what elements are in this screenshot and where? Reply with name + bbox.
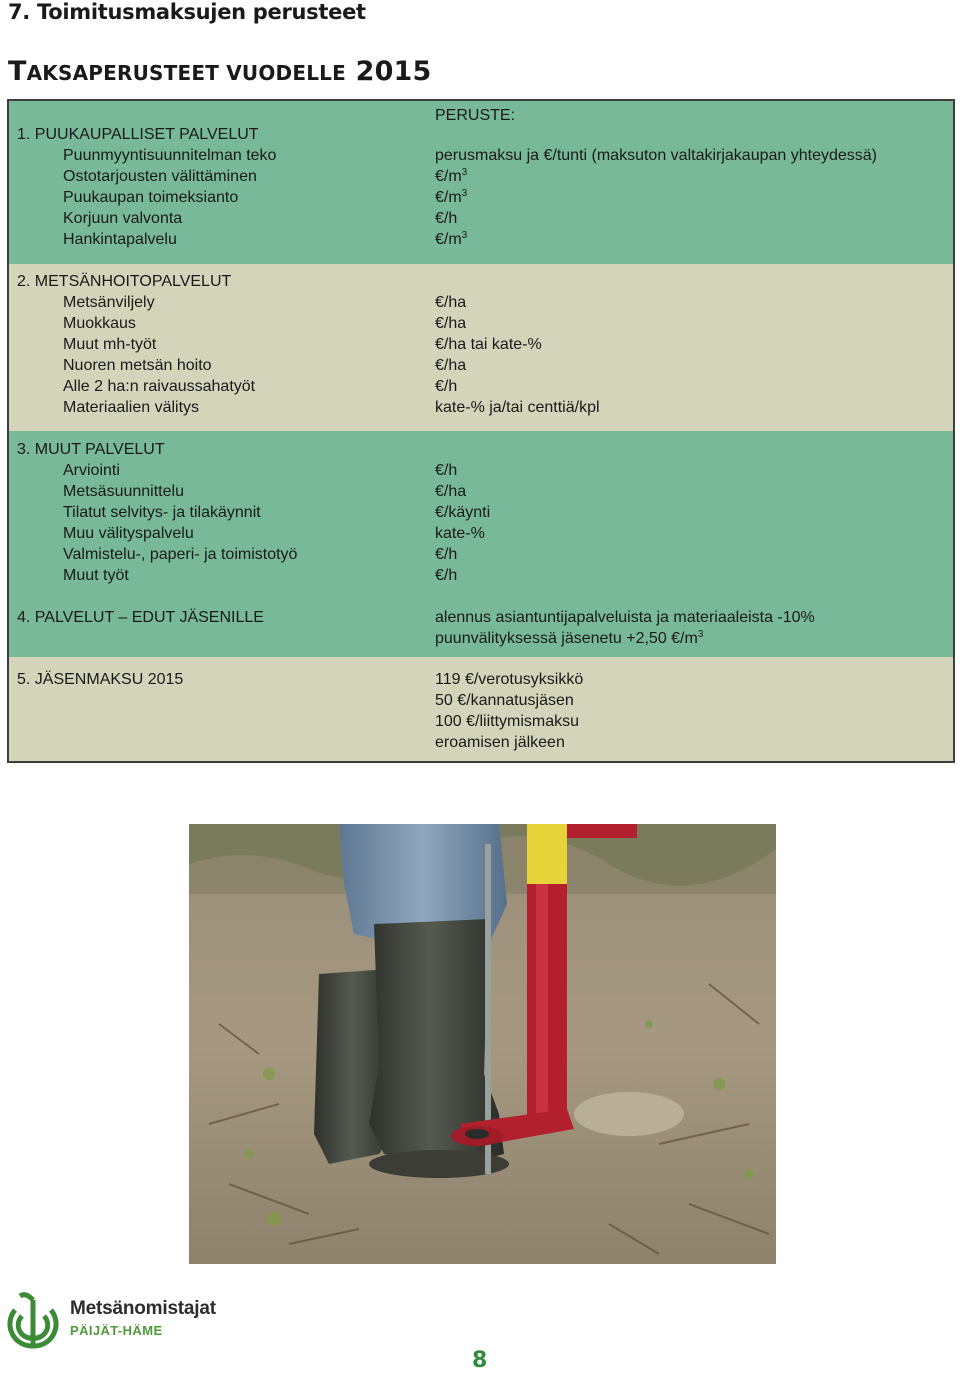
fee-line: 100 €/liittymismaksu xyxy=(435,713,580,730)
service-basis: €/h xyxy=(435,546,458,563)
benefit-line: puunvälityksessä jäsenetu +2,50 $€/m^3$ xyxy=(435,629,704,647)
page-title xyxy=(8,56,432,87)
service-label: Muut mh-työt xyxy=(63,336,157,353)
page-number: 8 xyxy=(472,1348,488,1373)
price-table xyxy=(7,99,955,763)
service-label: Alle 2 ha:n raivaussahatyöt xyxy=(63,378,256,395)
logo-name: Metsänomistajat xyxy=(70,1298,216,1319)
fee-line: eroamisen jälkeen xyxy=(435,734,565,751)
service-basis: €/h xyxy=(435,567,458,584)
column-header-basis: PERUSTE: xyxy=(435,107,516,124)
section-other-services xyxy=(9,431,953,657)
service-basis: $€/m^3$ xyxy=(435,188,468,206)
service-basis: €/h xyxy=(435,378,458,395)
service-label: Tilatut selvitys- ja tilakäynnit xyxy=(63,504,261,521)
service-label: Materiaalien välitys xyxy=(63,399,200,416)
section-heading: 1. PUUKAUPALLISET PALVELUT xyxy=(17,126,259,143)
service-label: Nuoren metsän hoito xyxy=(63,357,212,374)
planting-photo xyxy=(189,824,776,1264)
service-basis: €/h xyxy=(435,210,458,227)
service-label: Muu välityspalvelu xyxy=(63,525,194,542)
service-label: Valmistelu-, paperi- ja toimistotyö xyxy=(63,546,298,563)
logo-emblem-icon xyxy=(6,1290,60,1350)
service-basis: €/ha xyxy=(435,483,467,500)
service-basis: €/ha xyxy=(435,315,467,332)
fee-line: 50 €/kannatusjäsen xyxy=(435,692,574,709)
service-basis: €/käynti xyxy=(435,504,491,521)
service-basis: perusmaksu ja €/tunti (maksuton valtakirjakaupan yhteydessä) xyxy=(435,147,877,164)
page-title-small-caps: AKSAPERUSTEET VUODELLE xyxy=(26,61,346,85)
chapter-title: 7. Toimitusmaksujen perusteet xyxy=(8,0,366,24)
section-membership-fee xyxy=(9,657,953,763)
page-title-initial: T xyxy=(8,56,27,87)
service-basis: $€/m^3$ xyxy=(435,230,468,248)
service-basis: €/ha xyxy=(435,357,467,374)
service-basis: €/ha xyxy=(435,294,467,311)
service-label: Metsänviljely xyxy=(63,294,155,311)
organization-logo xyxy=(6,1290,266,1356)
service-label: Puunmyyntisuunnitelman teko xyxy=(63,147,277,164)
service-label: Muokkaus xyxy=(63,315,136,332)
service-basis: €/h xyxy=(435,462,458,479)
service-basis: kate-% xyxy=(435,525,485,542)
logo-region: PÄIJÄT-HÄME xyxy=(70,1323,163,1338)
fee-line: 119 €/verotusyksikkö xyxy=(435,671,584,688)
service-label: Ostotarjousten välittäminen xyxy=(63,168,257,185)
section-heading: 5. JÄSENMAKSU 2015 xyxy=(17,671,184,688)
benefit-line: alennus asiantuntijapalveluista ja materiaaleista -10% xyxy=(435,609,815,626)
service-label: Arviointi xyxy=(63,462,120,479)
section-forest-management xyxy=(9,264,953,431)
service-label: Korjuun valvonta xyxy=(63,210,183,227)
section-heading: 4. PALVELUT – EDUT JÄSENILLE xyxy=(17,609,264,626)
service-basis: €/ha tai kate-% xyxy=(435,336,542,353)
page-title-year: 2015 xyxy=(355,56,432,87)
section-heading: 2. METSÄNHOITOPALVELUT xyxy=(17,273,232,290)
service-label: Muut työt xyxy=(63,567,129,584)
section-timber-services xyxy=(9,101,953,264)
service-basis: $€/m^3$ xyxy=(435,167,468,185)
service-label: Hankintapalvelu xyxy=(63,231,177,248)
service-basis: kate-% ja/tai centtiä/kpl xyxy=(435,399,600,416)
service-label: Metsäsuunnittelu xyxy=(63,483,184,500)
service-label: Puukaupan toimeksianto xyxy=(63,189,239,206)
section-heading: 3. MUUT PALVELUT xyxy=(17,441,165,458)
